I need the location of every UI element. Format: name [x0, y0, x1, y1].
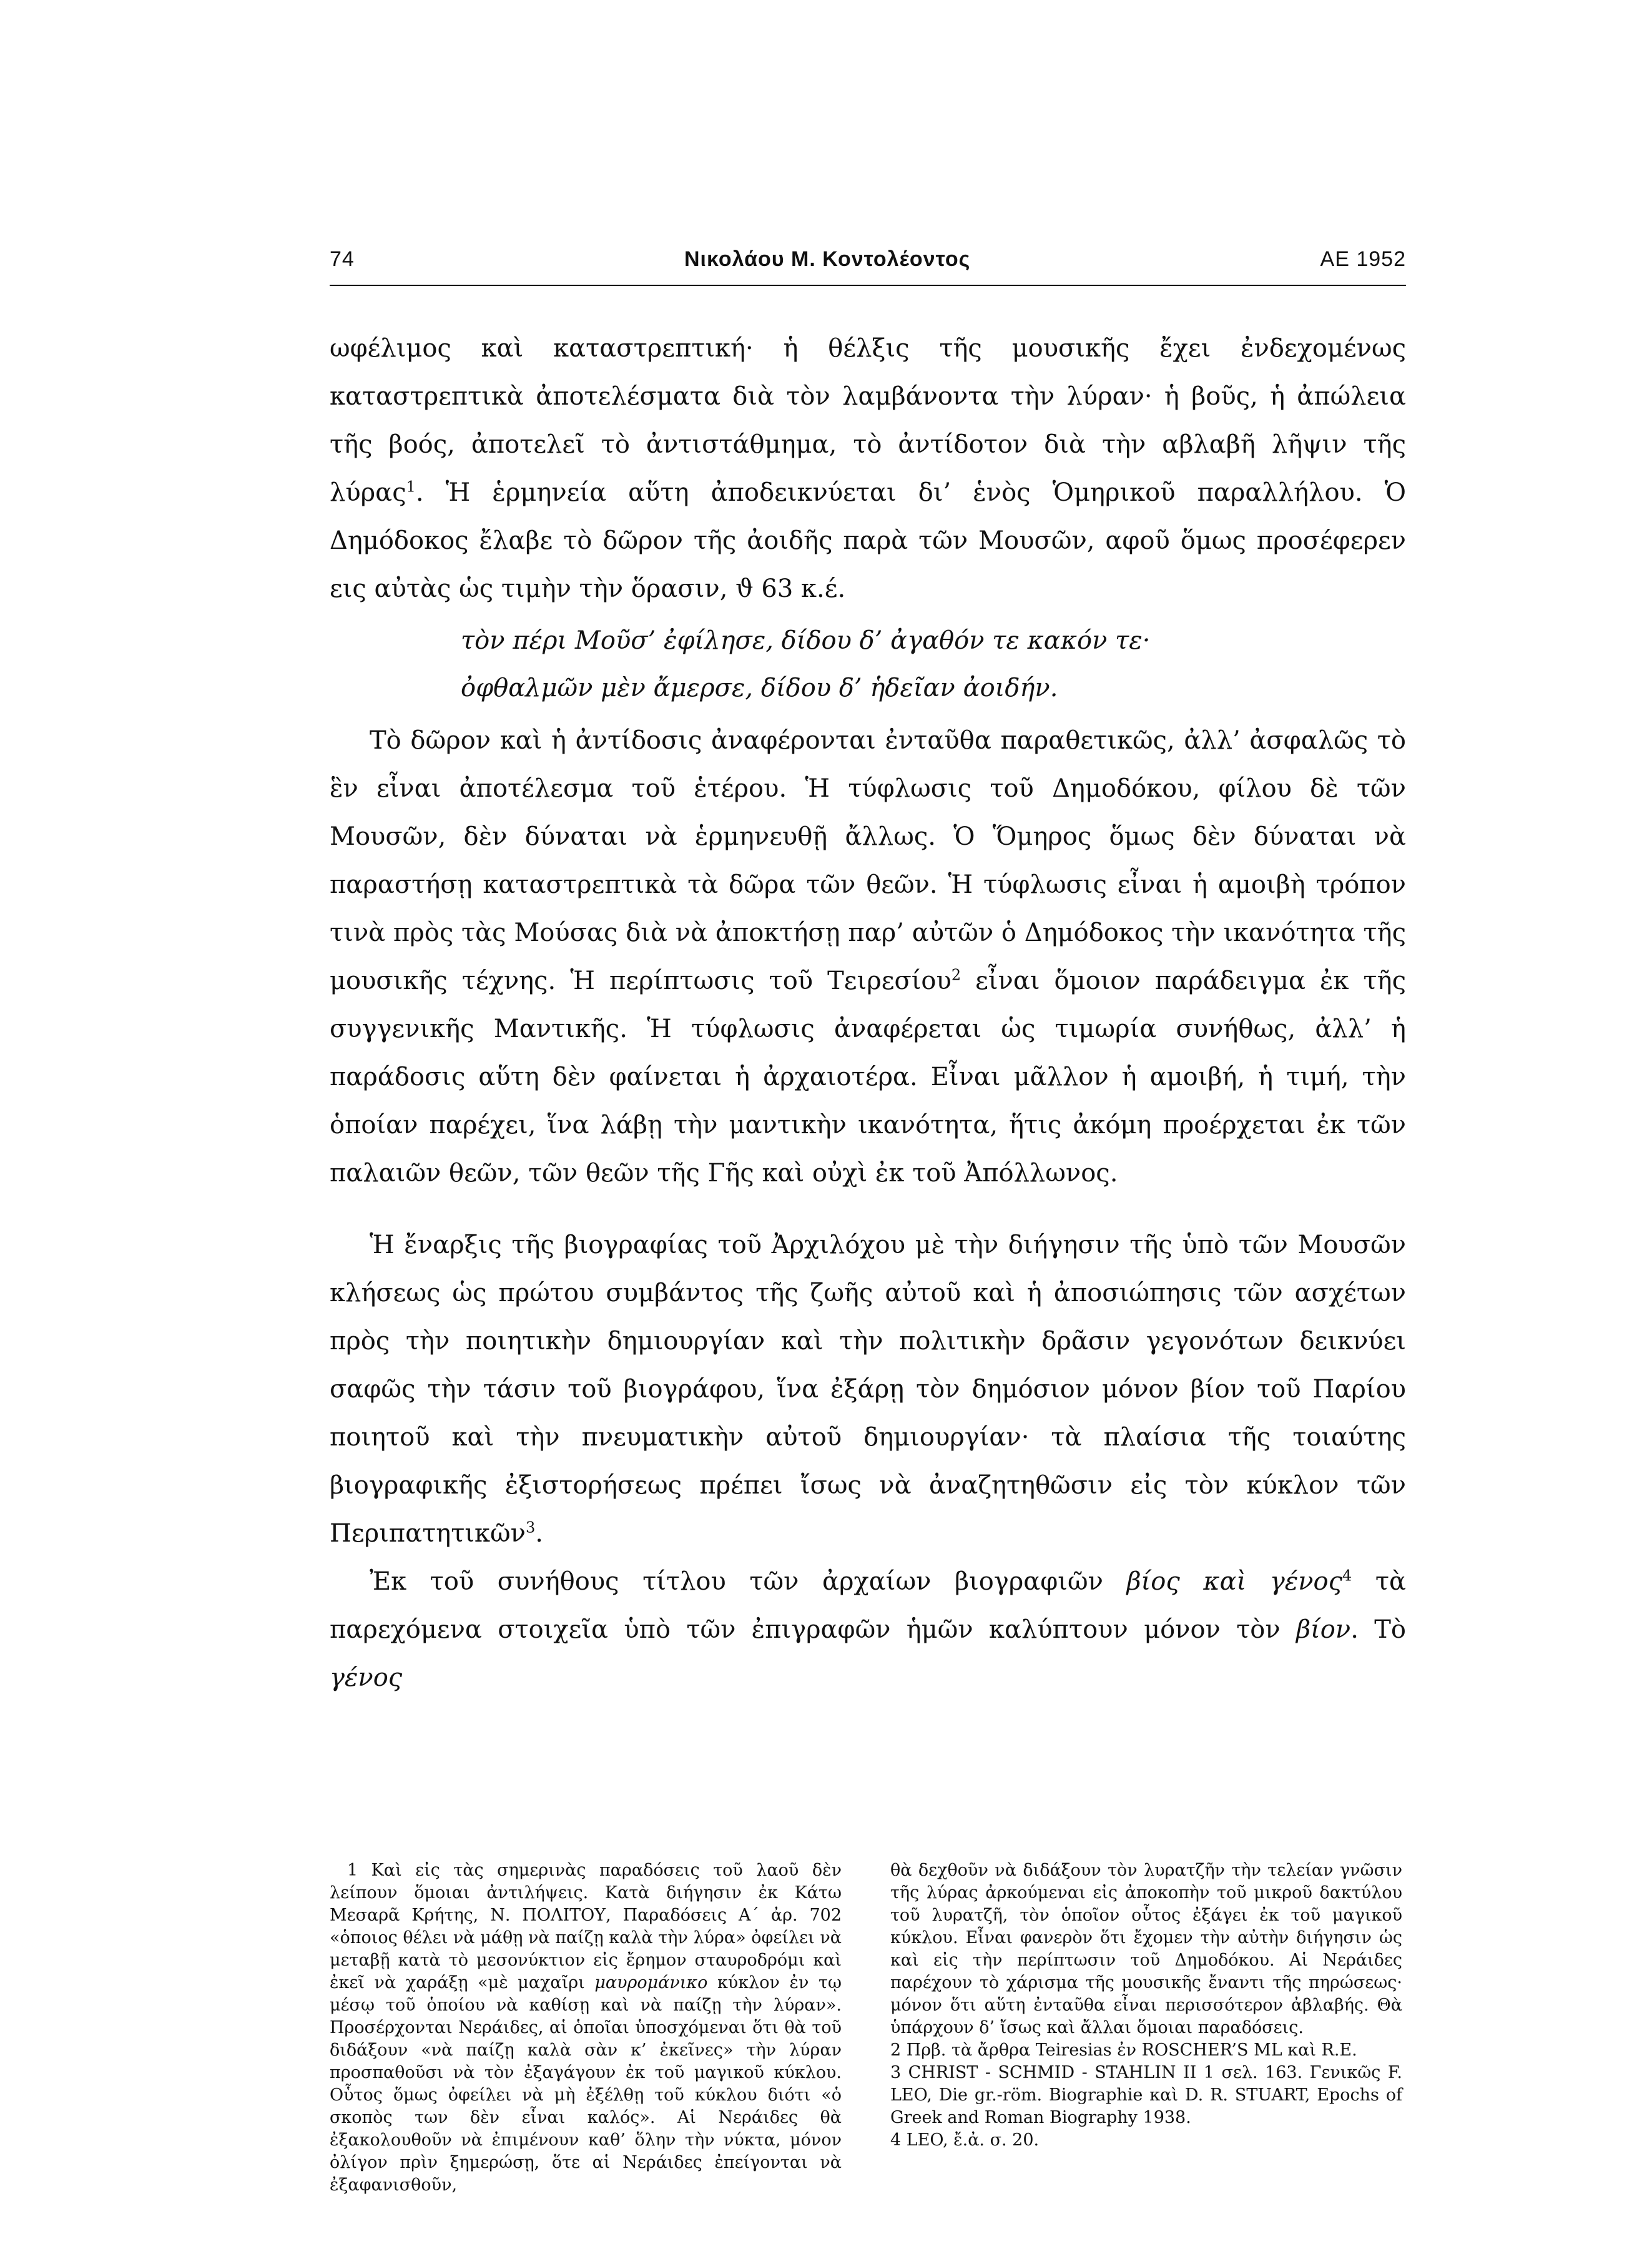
footnote-4: 4 LEO, ἔ.ἀ. σ. 20.: [890, 2130, 1040, 2150]
paragraph-gap: [330, 1198, 1406, 1221]
footnote-column-left: [330, 1859, 842, 2197]
footnote-3: 3 CHRIST - SCHMID - STAHLIN II 1 σελ. 163. Γενικῶς F. LEO, Die gr.-röm. Biographie καὶ D. R. STUART, Epochs of Greek and Roman Biography 1938.: [890, 2063, 1402, 2127]
running-head: Νικολάου Μ. Κοντολέοντος: [684, 247, 971, 271]
footnote-ref-4: 4: [1342, 1567, 1352, 1585]
quote-line: ὀφθαλμῶν μὲν ἄμερσε, δίδου δ’ ἡδεῖαν ἀοιδήν.: [461, 674, 1058, 702]
page-header: [330, 247, 1406, 282]
homer-quotation: [330, 617, 1406, 712]
paragraph-4: Ἐκ τοῦ συνήθους τίτλου τῶν ἀρχαίων βιογραφιῶν βίος καὶ γένος$^4$ τὰ παρεχόμενα στοιχεῖα ὑπὸ τῶν ἐπιγραφῶν ἡμῶν καλύπτουν μόνον τὸν βίον. Τὸ γένος: [330, 1567, 1407, 1692]
header-rule: [330, 285, 1406, 286]
journal-issue: ΑΕ 1952: [1320, 247, 1406, 271]
footnote-ref-1: 1: [406, 478, 416, 496]
paragraph-1: ωφέλιμος καὶ καταστρεπτική· ἡ θέλξις τῆς μουσικῆς ἔχει ἐνδεχομένως καταστρεπτικὰ ἀποτελέσματα διὰ τὸν λαμβάνοντα τὴν λύραν· ἡ βοῦς, ἡ ἀπώλεια τῆς βοός, ἀποτελεῖ τὸ ἀντιστάθμημα, τὸ ἀντίδοτον διὰ τὴν αβλαβῆ λῆψιν τῆς λύρας$^1$. Ἡ ἑρμηνεία αὕτη ἀποδεικνύεται δι’ ἑνὸς Ὁμηρικοῦ παραλλήλου. Ὁ Δημόδοκος ἔλαβε τὸ δῶρον τῆς ἀοιδῆς παρὰ τῶν Μουσῶν, αφοῦ ὅμως προσέφερεν εις αὐτὰς ὡς τιμὴν τὴν ὅρασιν, ϑ 63 κ.έ.: [330, 334, 1406, 603]
footnote-1-cont: θὰ δεχθοῦν νὰ διδάξουν τὸν λυρατζῆν τὴν τελείαν γνῶσιν τῆς λύρας ἀρκούμεναι εἰς ἀποκοπὴν τοῦ μικροῦ δακτύλου τοῦ λυρατζῆ, τὸν ὁποῖον οὗτος ἐξάγει ἐκ τοῦ μαγικοῦ κύκλου. Εἶναι φανερὸν ὅτι ἔχομεν τὴν αὐτὴν διήγησιν ὡς καὶ εἰς τὴν περίπτωσιν τοῦ Δημοδόκου. Αἱ Νεράιδες παρέχουν τὸ χάρισμα τῆς μουσικῆς ἔναντι τῆς πηρώσεως· μόνον ὅτι αὕτη ἐνταῦθα εἶναι περισσότερον ἀβλαβής. Θὰ ὑπάρχουν δ’ ἴσως καὶ ἄλλαι ὅμοιαι παραδόσεις.: [890, 1861, 1402, 2037]
quote-line: τὸν πέρι Μοῦσ’ ἐφίλησε, δίδου δ’ ἀγαθόν τε κακόν τε·: [461, 626, 1151, 655]
footnote-column-right: [890, 1859, 1402, 2152]
footnote-ref-3: 3: [525, 1518, 536, 1537]
footnote-1: 1 Καὶ εἰς τὰς σημερινὰς παραδόσεις τοῦ λαοῦ δὲν λείπουν ὅμοιαι ἀντιλήψεις. Κατὰ διήγησιν ἐκ Κάτω Μεσαρᾶ Κρήτης, Ν. ΠΟΛΙΤΟΥ, Παραδόσεις Α΄ ἀρ. 702 «ὁποιος θέλει νὰ μάθῃ νὰ παίζῃ καλὰ τὴν λύρα» ὀφείλει νὰ μεταβῇ κατὰ τὸ μεσονύκτιον εἰς ἔρημον σταυροδρόμι καὶ ἐκεῖ νὰ χαράξῃ «μὲ μαχαῖρι μαυρομάνικο κύκλον ἐν τῳ μέσῳ τοῦ ὁποίου νὰ καθίσῃ καὶ νὰ παίζῃ τὴν λύραν». Προσέρχονται Νεράιδες, αἱ ὁποῖαι ὑποσχόμεναι ὅτι θὰ τοῦ διδάξουν «νὰ παίζῃ καλὰ σὰν κ’ ἐκεῖνες» τὴν λύραν προσπαθοῦσι νὰ τὸν ἐξαγάγουν ἐκ τοῦ μαγικοῦ κύκλου. Οὗτος ὅμως ὀφείλει νὰ μὴ ἐξέλθῃ τοῦ κύκλου διότι «ὁ σκοπὸς των δὲν εἶναι καλός». Αἱ Νεράιδες θὰ ἐξακολουθοῦν νὰ ἐπιμένουν καθ’ ὅλην τὴν νύκτα, μόνον ὀλίγον πρὶν ξημερώσῃ, ὅτε αἱ Νεράιδες ἐπείγονται νὰ ἐξαφανισθοῦν,: [330, 1861, 842, 2195]
page-number: 74: [330, 247, 355, 271]
footnote-2: 2 Πρβ. τὰ ἄρθρα Teiresias ἐν ROSCHER’S ML καὶ R.E.: [890, 2040, 1357, 2060]
citation: ϑ 63 κ.έ.: [735, 574, 846, 603]
main-text: [330, 325, 1406, 1702]
paragraph-2: Τὸ δῶρον καὶ ἡ ἀντίδοσις ἀναφέρονται ἐνταῦθα παραθετικῶς, ἀλλ’ ἀσφαλῶς τὸ ἓν εἶναι ἀποτέλεσμα τοῦ ἑτέρου. Ἡ τύφλωσις τοῦ Δημοδόκου, φίλου δὲ τῶν Μουσῶν, δὲν δύναται νὰ ἑρμηνευθῇ ἄλλως. Ὁ Ὅμηρος ὅμως δὲν δύναται νὰ παραστήσῃ καταστρεπτικὰ τὰ δῶρα τῶν θεῶν. Ἡ τύφλωσις εἶναι ἡ αμοιβὴ τρόπον τινὰ πρὸς τὰς Μούσας διὰ νὰ ἀποκτήσῃ παρ’ αὐτῶν ὁ Δημόδοκος τὴν ικανότητα τῆς μουσικῆς τέχνης. Ἡ περίπτωσις τοῦ Τειρεσίου$^2$ εἶναι ὅμοιον παράδειγμα ἐκ τῆς συγγενικῆς Μαντικῆς. Ἡ τύφλωσις ἀναφέρεται ὡς τιμωρία συνήθως, ἀλλ’ ἡ παράδοσις αὕτη δὲν φαίνεται ἡ ἀρχαιοτέρα. Εἶναι μᾶλλον ἡ αμοιβή, ἡ τιμή, τὴν ὁποίαν παρέχει, ἵνα λάβῃ τὴν μαντικὴν ικανότητα, ἥτις ἀκόμη προέρχεται ἐκ τῶν παλαιῶν θεῶν, τῶν θεῶν τῆς Γῆς καὶ οὐχὶ ἐκ τοῦ Ἀπόλλωνος.: [330, 726, 1406, 1188]
paragraph-3: Ἡ ἔναρξις τῆς βιογραφίας τοῦ Ἀρχιλόχου μὲ τὴν διήγησιν τῆς ὑπὸ τῶν Μουσῶν κλήσεως ὡς πρώτου συμβάντος τῆς ζωῆς αὐτοῦ καὶ ἡ ἀποσιώπησις τῶν ασχέτων πρὸς τὴν ποιητικὴν δημιουργίαν καὶ τὴν πολιτικὴν δρᾶσιν γεγονότων δεικνύει σαφῶς τὴν τάσιν τοῦ βιογράφου, ἵνα ἐξάρῃ τὸν δημόσιον μόνον βίον τοῦ Παρίου ποιητοῦ καὶ τὴν πνευματικὴν αὐτοῦ δημιουργίαν· τὰ πλαίσια τῆς τοιαύτης βιογραφικῆς ἐξιστορήσεως πρέπει ἴσως νὰ ἀναζητηθῶσιν εἰς τὸν κύκλον τῶν Περιπατητικῶν$^3$.: [330, 1231, 1406, 1548]
footnote-ref-2: 2: [951, 966, 961, 984]
